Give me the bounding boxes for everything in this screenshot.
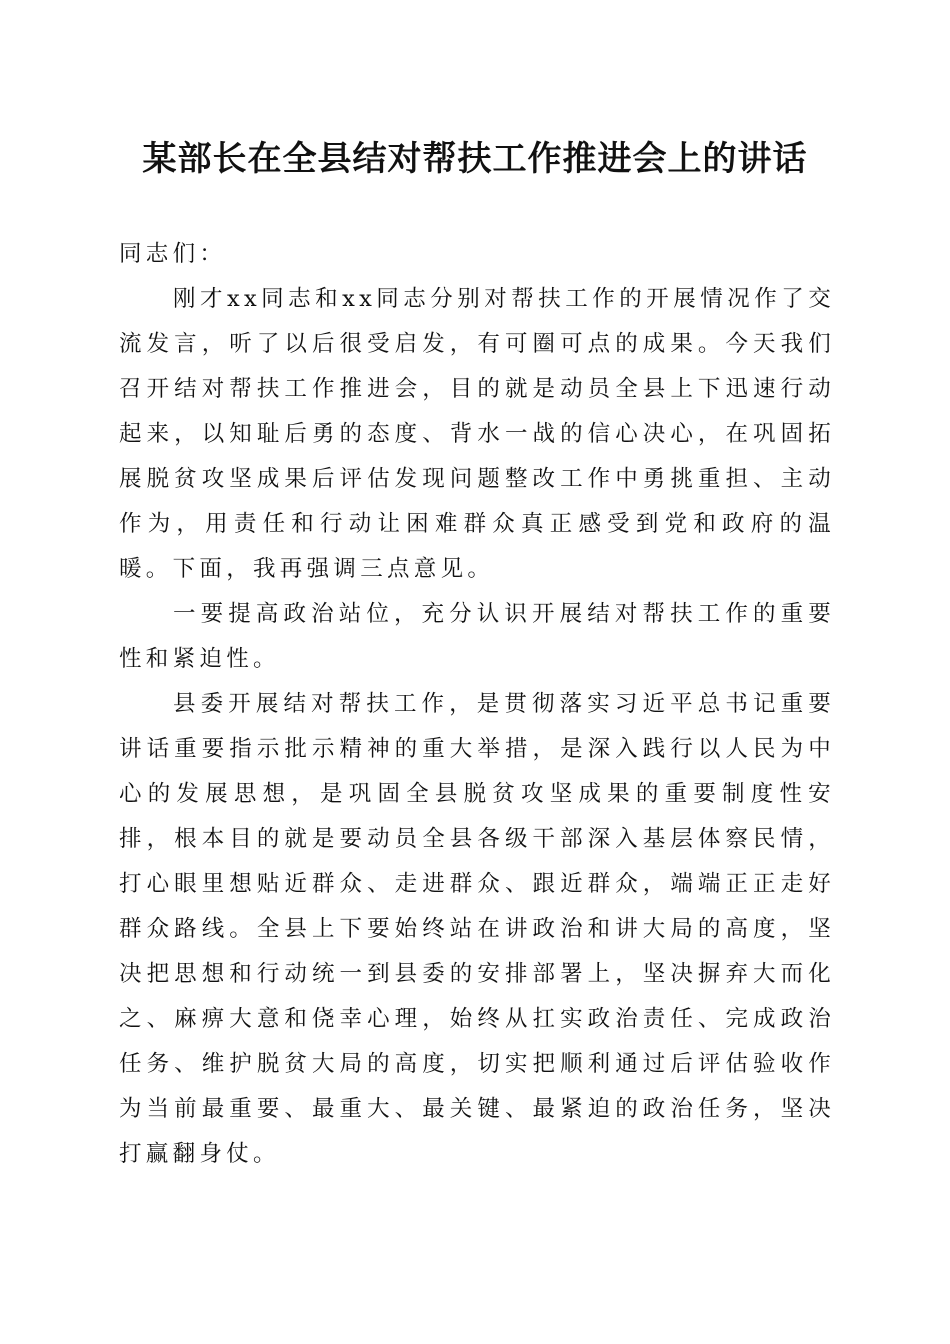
paragraph-opening: 刚才xx同志和xx同志分别对帮扶工作的开展情况作了交流发言，听了以后很受启发，有可圈可点的成果。今天我们召开结对帮扶工作推进会，目的就是动员全县上下迅速行动起来，以知耻后勇的态度、背水一战的信心决心，在巩固拓展脱贫攻坚成果后评估发现问题整改工作中勇挑重担、主动作为，用责任和行动让困难群众真正感受到党和政府的温暖。下面，我再强调三点意见。 [119, 286, 835, 582]
paragraph-point-one-body: 县委开展结对帮扶工作，是贯彻落实习近平总书记重要讲话重要指示批示精神的重大举措，是深入践行以人民为中心的发展思想，是巩固全县脱贫攻坚成果的重要制度性安排，根本目的就是要动员全县各级干部深入基层体察民情，打心眼里想贴近群众、走进群众、跟近群众，端端正正走好群众路线。全县上下要始终站在讲政治和讲大局的高度，坚决把思想和行动统一到县委的安排部署上，坚决摒弃大而化之、麻痹大意和侥幸心理，始终从扛实政治责任、完成政治任务、维护脱贫大局的高度，切实把顺利通过后评估验收作为当前最重要、最重大、最关键、最紧迫的政治任务，坚决打赢翻身仗。 [119, 691, 835, 1167]
salutation: 同志们： [119, 241, 227, 267]
document-title: 某部长在全县结对帮扶工作推进会上的讲话 [142, 139, 808, 179]
paragraph-point-one-heading: 一要提高政治站位，充分认识开展结对帮扶工作的重要性和紧迫性。 [119, 601, 835, 672]
document-body [119, 232, 835, 1177]
